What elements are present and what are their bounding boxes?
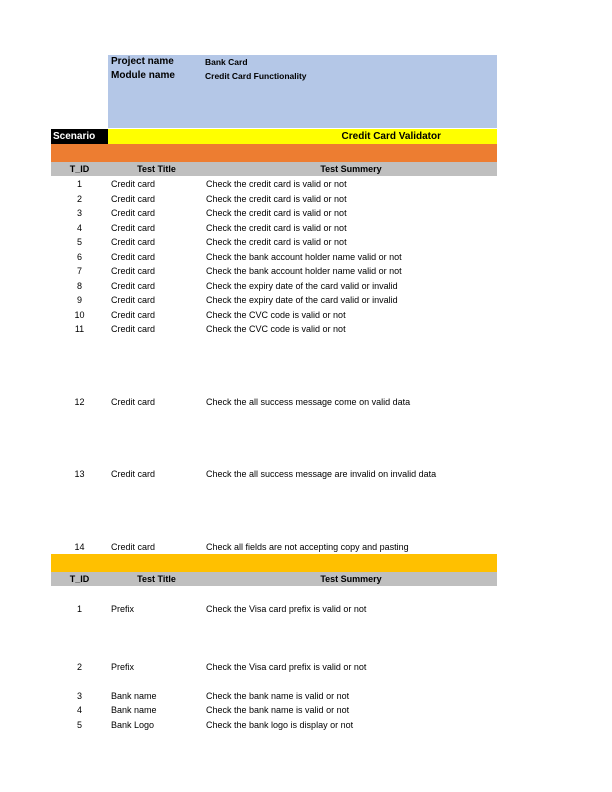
- table-row: [51, 718, 497, 732]
- test-summary-cell: Check the expiry date of the card valid or invalid: [206, 295, 398, 305]
- test-summary-cell: Check the credit card is valid or not: [206, 237, 347, 247]
- section-divider-orange: [51, 144, 497, 162]
- test-title-cell: Credit card: [111, 266, 156, 276]
- test-title-cell: Credit card: [111, 223, 156, 233]
- column-header-summary: Test Summery: [320, 164, 382, 174]
- test-title-cell: Credit card: [111, 310, 156, 320]
- test-title-cell: Credit card: [111, 208, 156, 218]
- test-title-cell: Credit card: [111, 252, 156, 262]
- module-name-label: Module name: [111, 70, 175, 81]
- test-id-cell: 1: [76, 179, 82, 189]
- table-row: [51, 602, 497, 616]
- test-title-cell: Credit card: [111, 397, 156, 407]
- column-header-title: Test Title: [137, 574, 176, 584]
- table-row: [51, 235, 497, 249]
- test-id-cell: 2: [76, 662, 82, 672]
- test-id-cell: 4: [76, 223, 82, 233]
- project-name-value: Bank Card: [205, 57, 248, 67]
- table-row: [51, 467, 497, 481]
- table-row: [51, 293, 497, 307]
- test-id-cell: 13: [74, 469, 85, 479]
- table-row: [51, 250, 497, 264]
- test-summary-cell: Check the expiry date of the card valid or invalid: [206, 281, 398, 291]
- test-summary-cell: Check the credit card is valid or not: [206, 179, 347, 189]
- test-title-cell: Credit card: [111, 194, 156, 204]
- test-title-cell: Bank name: [111, 691, 157, 701]
- scenario-value: Credit Card Validator: [108, 129, 497, 144]
- test-summary-cell: Check the Visa card prefix is valid or not: [206, 604, 367, 614]
- table-row: [51, 540, 497, 554]
- test-summary-cell: Check the all success message come on valid data: [206, 397, 411, 407]
- column-header-title: Test Title: [137, 164, 176, 174]
- test-summary-cell: Check the CVC code is valid or not: [206, 310, 346, 320]
- test-summary-cell: Check the credit card is valid or not: [206, 208, 347, 218]
- scenario-label: Scenario: [51, 129, 108, 144]
- table-row: [51, 660, 497, 674]
- table-row: [51, 689, 497, 703]
- project-name-label: Project name: [111, 56, 174, 67]
- column-header-summary: Test Summery: [320, 574, 382, 584]
- test-id-cell: 5: [76, 720, 82, 730]
- test-title-cell: Bank Logo: [111, 720, 155, 730]
- column-header-id: T_ID: [69, 164, 90, 174]
- test-id-cell: 14: [74, 542, 85, 552]
- table-row: [51, 192, 497, 206]
- table-row: [51, 395, 497, 409]
- test-id-cell: 5: [76, 237, 82, 247]
- column-header-id: T_ID: [69, 574, 90, 584]
- test-id-cell: 4: [76, 705, 82, 715]
- test-id-cell: 3: [76, 691, 82, 701]
- table-row: [51, 206, 497, 220]
- table-row: [51, 221, 497, 235]
- test-title-cell: Prefix: [111, 662, 135, 672]
- test-title-cell: Bank name: [111, 705, 157, 715]
- section-divider-gold: [51, 554, 497, 572]
- test-id-cell: 12: [74, 397, 85, 407]
- scenario-row: [51, 129, 497, 144]
- test-title-cell: Credit card: [111, 295, 156, 305]
- test-id-cell: 11: [74, 324, 85, 334]
- module-name-value: Credit Card Functionality: [205, 71, 307, 81]
- test-title-cell: Credit card: [111, 542, 156, 552]
- test-title-cell: Credit card: [111, 324, 156, 334]
- test-id-cell: 10: [74, 310, 85, 320]
- test-summary-cell: Check the Visa card prefix is valid or not: [206, 662, 367, 672]
- test-summary-cell: Check the all success message are invalid on invalid data: [206, 469, 437, 479]
- test-id-cell: 7: [76, 266, 82, 276]
- test-title-cell: Prefix: [111, 604, 135, 614]
- test-id-cell: 9: [76, 295, 82, 305]
- test-title-cell: Credit card: [111, 179, 156, 189]
- test-id-cell: 2: [76, 194, 82, 204]
- test-id-cell: 6: [76, 252, 82, 262]
- test-summary-cell: Check the credit card is valid or not: [206, 194, 347, 204]
- test-title-cell: Credit card: [111, 469, 156, 479]
- table-row: [51, 308, 497, 322]
- test-title-cell: Credit card: [111, 237, 156, 247]
- test-id-cell: 8: [76, 281, 82, 291]
- column-header-row: [51, 162, 497, 176]
- test-summary-cell: Check the credit card is valid or not: [206, 223, 347, 233]
- test-id-cell: 1: [76, 604, 82, 614]
- test-summary-cell: Check the bank name is valid or not: [206, 691, 350, 701]
- table-row: [51, 703, 497, 717]
- test-summary-cell: Check the bank account holder name valid or not: [206, 266, 402, 276]
- test-title-cell: Credit card: [111, 281, 156, 291]
- test-summary-cell: Check all fields are not accepting copy and pasting: [206, 542, 409, 552]
- table-row: [51, 279, 497, 293]
- test-summary-cell: Check the bank account holder name valid or not: [206, 252, 402, 262]
- column-header-row-2: [51, 572, 497, 586]
- test-summary-cell: Check the bank name is valid or not: [206, 705, 350, 715]
- table-row: [51, 322, 497, 336]
- test-summary-cell: Check the bank logo is display or not: [206, 720, 354, 730]
- table-row: [51, 264, 497, 278]
- test-summary-cell: Check the CVC code is valid or not: [206, 324, 346, 334]
- table-row: [51, 177, 497, 191]
- test-id-cell: 3: [76, 208, 82, 218]
